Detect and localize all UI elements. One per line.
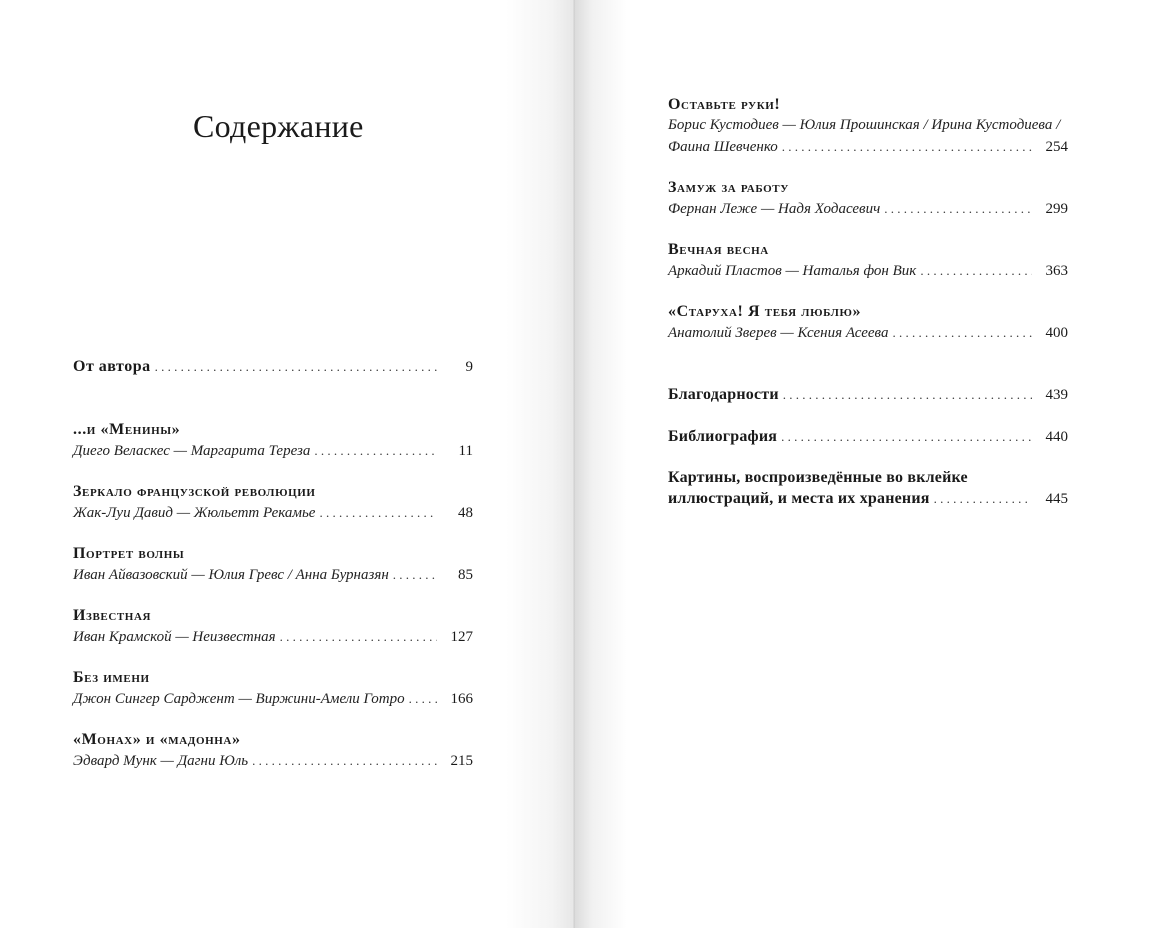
toc-entry[interactable] — [73, 420, 473, 462]
toc-entry[interactable] — [73, 482, 473, 524]
toc-entry[interactable] — [73, 544, 473, 586]
entry-subtitle: Эдвард Мунк — Дагни Юль — [73, 753, 249, 769]
entry-title: От автора — [73, 358, 151, 375]
leader-dots — [314, 440, 437, 461]
entry-subtitle: Джон Сингер Сарджент — Виржини-Амели Готро — [73, 691, 405, 707]
entry-title: ...и «Менины» — [73, 421, 181, 438]
page-number: 11 — [458, 443, 473, 459]
page-number: 363 — [1045, 263, 1068, 279]
toc-entry[interactable] — [668, 95, 1068, 158]
leader-dots — [155, 359, 437, 375]
leader-dots — [319, 502, 437, 523]
entry-subtitle: Диего Веласкес — Маргарита Тереза — [73, 443, 311, 459]
leader-dots — [280, 626, 437, 647]
toc-title: Содержание — [193, 108, 364, 144]
page-number: 440 — [1045, 429, 1068, 445]
entry-title: Портрет волны — [73, 545, 185, 562]
entry-title-line2: иллюстраций, и места их хранения — [668, 490, 930, 507]
entry-title: Оставьте руки! — [668, 96, 781, 113]
leader-dots — [783, 387, 1032, 403]
entry-subtitle: Анатолий Зверев — Ксения Асеева — [668, 325, 889, 341]
toc-entry-bibliography[interactable] — [668, 426, 1068, 447]
entry-title: Замуж за работу — [668, 179, 789, 196]
page-number: 85 — [458, 567, 473, 583]
toc-entry[interactable] — [668, 302, 1068, 344]
page-number: 254 — [1045, 139, 1068, 155]
entry-subtitle-line1: Борис Кустодиев — Юлия Прошинская / Ирина Кустодиева / — [668, 117, 1061, 133]
page-number: 166 — [450, 691, 473, 707]
toc-entry[interactable] — [73, 730, 473, 772]
leader-dots — [409, 688, 437, 709]
leader-dots — [782, 136, 1032, 157]
toc-entry-thanks[interactable] — [668, 384, 1068, 405]
leader-dots — [920, 260, 1032, 281]
leader-dots — [781, 429, 1032, 445]
leader-dots — [892, 322, 1032, 343]
entry-subtitle: Фернан Леже — Надя Ходасевич — [668, 201, 881, 217]
leader-dots — [393, 564, 437, 585]
toc-entry-author[interactable] — [73, 358, 473, 376]
entry-title: Вечная весна — [668, 241, 769, 258]
entry-subtitle: Жак-Луи Давид — Жюльетт Рекамье — [73, 505, 316, 521]
entry-title: Зеркало французской революции — [73, 483, 316, 500]
page-number: 299 — [1045, 201, 1068, 217]
leader-dots — [884, 198, 1032, 219]
entry-subtitle: Иван Крамской — Неизвестная — [73, 629, 276, 645]
toc-entry[interactable] — [668, 178, 1068, 220]
entry-title: Известная — [73, 607, 152, 624]
toc-entry-pictures[interactable] — [668, 467, 1068, 509]
entry-subtitle-line2: Фаина Шевченко — [668, 139, 778, 155]
right-page — [575, 0, 1150, 928]
entry-title: Благодарности — [668, 386, 779, 403]
page-number: 127 — [450, 629, 473, 645]
entry-title-line1: Картины, воспроизведённые во вклейке — [668, 469, 968, 486]
page-number: 445 — [1045, 491, 1068, 507]
leader-dots — [252, 750, 437, 771]
entry-title: «Монах» и «мадонна» — [73, 731, 241, 748]
toc-entry[interactable] — [73, 606, 473, 648]
toc-entry[interactable] — [668, 240, 1068, 282]
page-number: 9 — [465, 359, 473, 375]
page-number: 439 — [1045, 387, 1068, 403]
entry-subtitle: Иван Айвазовский — Юлия Гревс / Анна Бурназян — [73, 567, 389, 583]
page-number: 400 — [1045, 325, 1068, 341]
entry-title: «Старуха! Я тебя люблю» — [668, 303, 862, 320]
page-number: 215 — [450, 753, 473, 769]
entry-title: Библиография — [668, 428, 778, 445]
entry-title: Без имени — [73, 669, 150, 686]
toc-entry[interactable] — [73, 668, 473, 710]
leader-dots — [934, 491, 1032, 507]
entry-subtitle: Аркадий Пластов — Наталья фон Вик — [668, 263, 917, 279]
page-number: 48 — [458, 505, 473, 521]
